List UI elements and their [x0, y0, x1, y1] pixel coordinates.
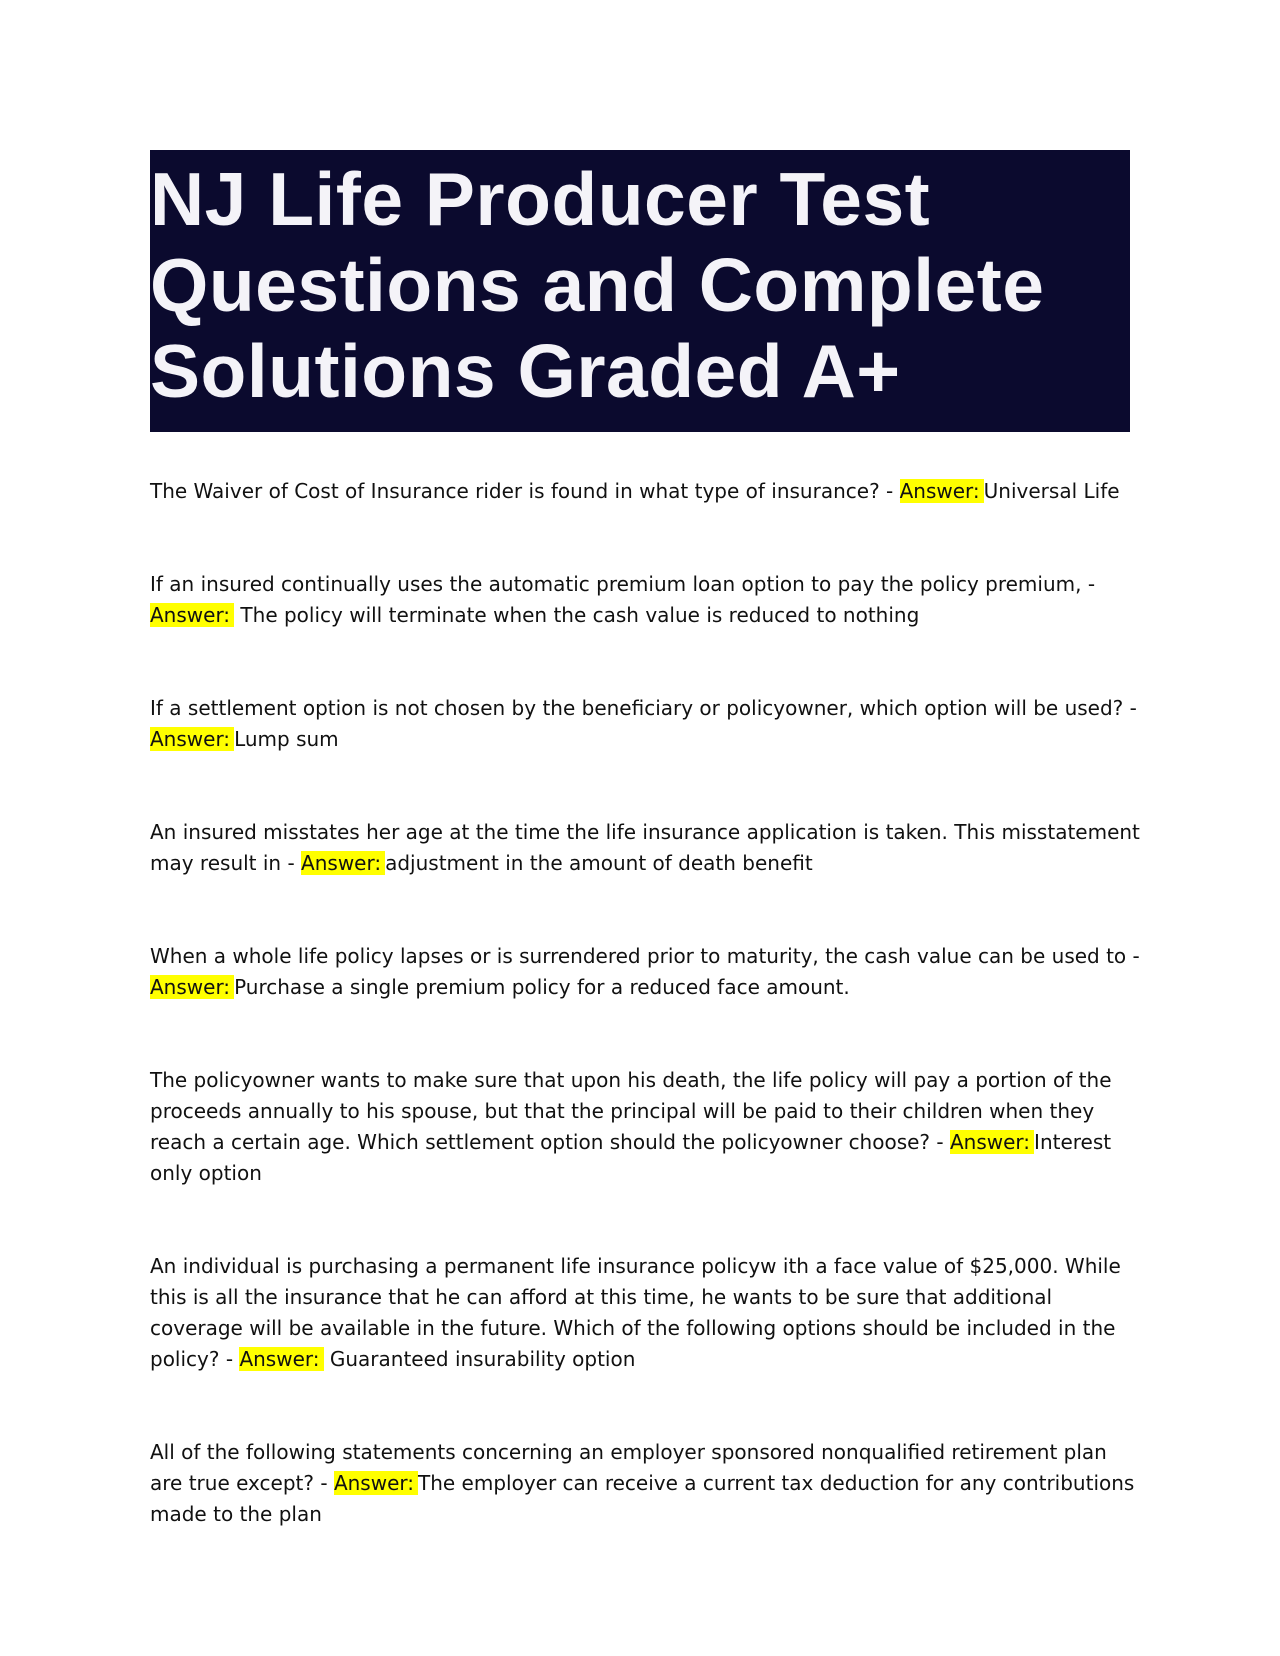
qa-item-2 — [150, 569, 1140, 631]
qa-item-8 — [150, 1437, 1140, 1530]
answer-label: Answer: — [150, 603, 234, 627]
answer-label: Answer: — [334, 1471, 418, 1495]
qa-item-1 — [150, 476, 1140, 507]
answer-label: Answer: — [150, 975, 234, 999]
answer-text: Guaranteed insurability option — [329, 1347, 636, 1371]
title-line-2: Questions and Complete — [150, 243, 1045, 327]
answer-text: Purchase a single premium policy for a reduced face amount. — [234, 975, 850, 999]
title-line-1: NJ Life Producer Test — [150, 157, 931, 241]
question-text: If an insured continually uses the automatic premium loan option to pay the policy premium, - — [150, 572, 1096, 596]
answer-text: Universal Life — [983, 479, 1120, 503]
title-line-3: Solutions Graded A+ — [150, 329, 901, 413]
qa-item-7 — [150, 1251, 1140, 1375]
question-answer-list — [150, 476, 1140, 1530]
document-title — [150, 150, 1130, 432]
question-text: An insured misstates her age at the time the life insurance application is taken. This misstatement may result in - — [150, 820, 1140, 875]
question-text: The policyowner wants to make sure that upon his death, the life policy will pay a portion of the proceeds annually to his spouse, but that the principal will be paid to their children when they reach a certain age. Which settlement option should the policyowner choose? - — [150, 1068, 1112, 1154]
answer-text: adjustment in the amount of death benefit — [385, 851, 813, 875]
qa-item-6 — [150, 1065, 1140, 1189]
answer-label: Answer: — [239, 1347, 323, 1371]
question-text: When a whole life policy lapses or is surrendered prior to maturity, the cash value can be used to - — [150, 944, 1140, 968]
answer-text: The employer can receive a current tax deduction for any contributions made to the plan — [150, 1471, 1135, 1526]
question-text: An individual is purchasing a permanent life insurance policyw ith a face value of $25,000. While this is all the insurance that he can afford at this time, he wants to be sure that additional coverage will be available in the future. Which of the following options should be included in the policy? - — [150, 1254, 1121, 1371]
answer-label: Answer: — [950, 1130, 1034, 1154]
question-text: All of the following statements concerning an employer sponsored nonqualified retirement plan are true except? - — [150, 1440, 1107, 1495]
answer-text: Lump sum — [234, 727, 339, 751]
answer-label: Answer: — [900, 479, 984, 503]
answer-label: Answer: — [301, 851, 385, 875]
question-text: If a settlement option is not chosen by the beneficiary or policyowner, which option will be used? - — [150, 696, 1137, 720]
question-text: The Waiver of Cost of Insurance rider is found in what type of insurance? - — [150, 479, 900, 503]
answer-text: Interest only option — [150, 1130, 1112, 1185]
answer-text: The policy will terminate when the cash value is reduced to nothing — [240, 603, 920, 627]
answer-label: Answer: — [150, 727, 234, 751]
qa-item-3 — [150, 693, 1140, 755]
qa-item-5 — [150, 941, 1140, 1003]
qa-item-4 — [150, 817, 1140, 879]
